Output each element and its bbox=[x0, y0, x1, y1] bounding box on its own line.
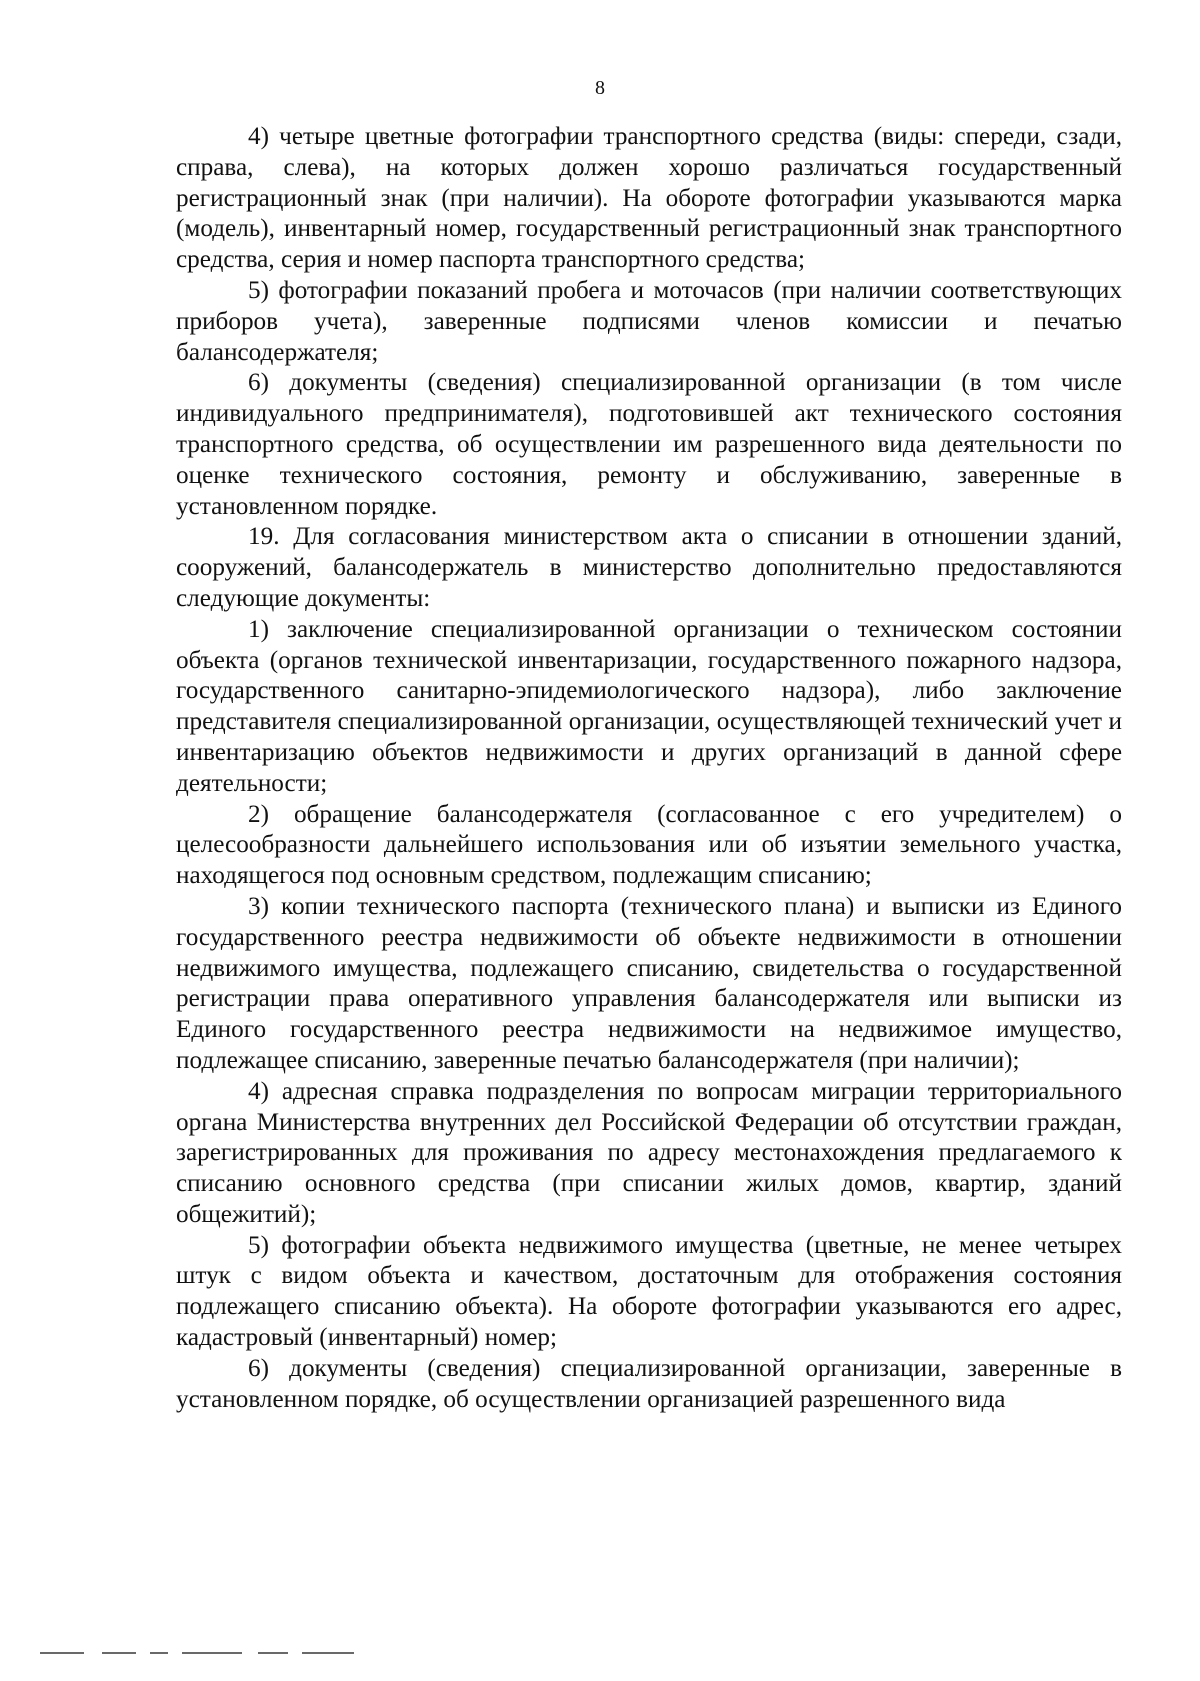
scan-artifact-lines bbox=[40, 1652, 400, 1658]
paragraph-item-5-mileage: 5) фотографии показаний пробега и моточасов (при наличии соответствующих приборов учета), заверенные подписями членов комиссии и печатью балансодержателя; bbox=[176, 276, 1122, 366]
paragraph-item-1-conclusion: 1) заключение специализированной организации о техническом состоянии объекта (органов технической инвентаризации, государственного пожарного надзора, государственного санитарно-эпидемиологического надзора), либо заключение представителя специализированной организации, осуществляющей технический учет и инвентаризацию объектов недвижимости и других организаций в данной сфере деятельности; bbox=[176, 615, 1122, 797]
page-number: 8 bbox=[595, 77, 605, 99]
paragraph-item-4-address-reference: 4) адресная справка подразделения по вопросам миграции территориального органа Министерства внутренних дел Российской Федерации об отсутствии граждан, зарегистрированных для проживания по адресу местонахождения предлагаемого к списанию основного средства (при списании жилых домов, квартир, зданий общежитий); bbox=[176, 1077, 1122, 1228]
document-body bbox=[176, 122, 1122, 1415]
paragraph-item-2-appeal: 2) обращение балансодержателя (согласованное с его учредителем) о целесообразности дальнейшего использования или об изъятии земельного участка, находящегося под основным средством, подлежащим списанию; bbox=[176, 800, 1122, 890]
paragraph-item-6-organization-documents: 6) документы (сведения) специализированной организации, заверенные в установленном порядке, об осуществлении организацией разрешенного вида bbox=[176, 1354, 1122, 1413]
paragraph-item-5-property-photos: 5) фотографии объекта недвижимого имущества (цветные, не менее четырех штук с видом объекта и качеством, достаточным для отображения состояния подлежащего списанию объекта). На обороте фотографии указываются его адрес, кадастровый (инвентарный) номер; bbox=[176, 1231, 1122, 1352]
paragraph-item-4-photos: 4) четыре цветные фотографии транспортного средства (виды: спереди, сзади, справа, слева), на которых должен хорошо различаться государственный регистрационный знак (при наличии). На обороте фотографии указываются марка (модель), инвентарный номер, государственный регистрационный знак транспортного средства, серия и номер паспорта транспортного средства; bbox=[176, 123, 1122, 274]
paragraph-item-3-copies: 3) копии технического паспорта (технического плана) и выписки из Единого государственного реестра недвижимости об объекте недвижимости в отношении недвижимого имущества, подлежащего списанию, свидетельства о государственной регистрации права оперативного управления балансодержателя или выписки из Единого государственного реестра недвижимости на недвижимое имущество, подлежащее списанию, заверенные печатью балансодержателя (при наличии); bbox=[176, 892, 1122, 1074]
paragraph-section-19: 19. Для согласования министерством акта о списании в отношении зданий, сооружений, балансодержатель в министерство дополнительно предоставляются следующие документы: bbox=[176, 523, 1122, 612]
paragraph-item-6-documents: 6) документы (сведения) специализированной организации (в том числе индивидуального предпринимателя), подготовившей акт технического состояния транспортного средства, об осуществлении им разрешенного вида деятельности по оценке технического состояния, ремонту и обслуживанию, заверенные в установленном порядке. bbox=[176, 369, 1122, 520]
